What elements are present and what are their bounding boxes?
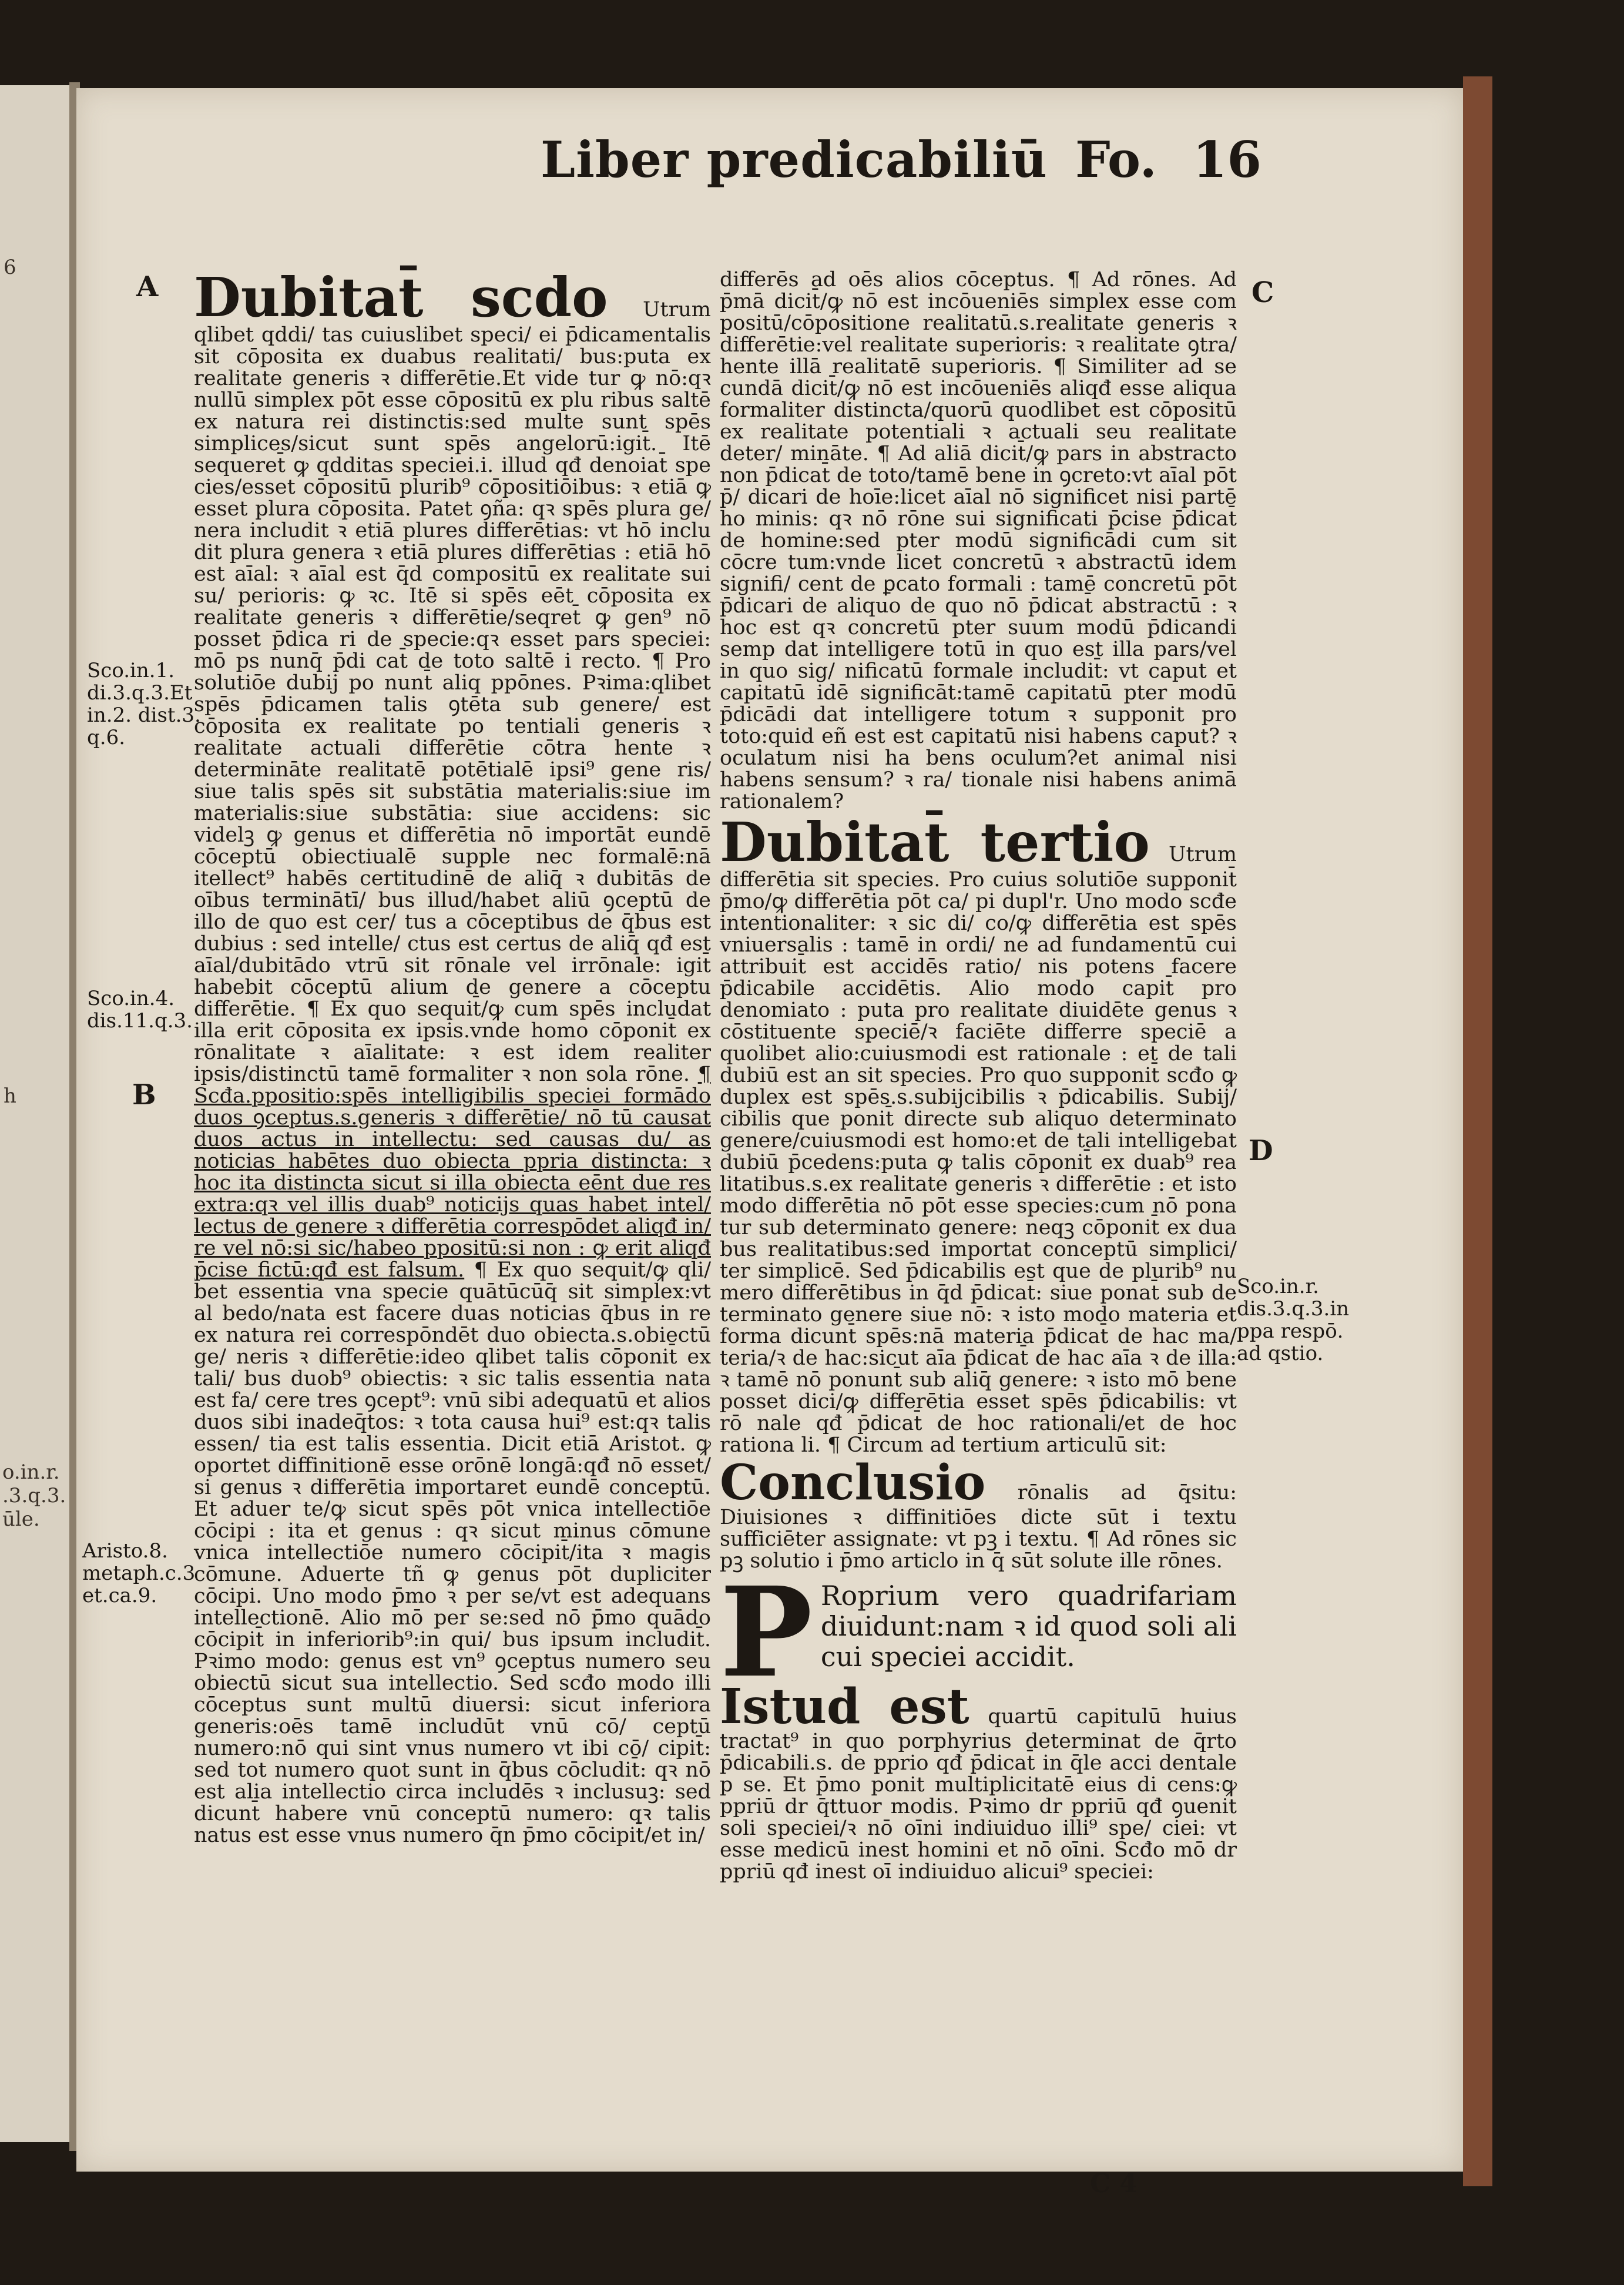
margin-mark-a: A bbox=[136, 270, 159, 303]
paragraph-text: Utrum differētia sit species. Pro cuius solutiōe supponit̄ p̄mo/ꝙ differētia pōt ca/ pi dupl'r. Uno modo scđe intentionaliter: ꝛ sic di/ co/ꝙ differētia est spēs vniuersalis : tamē in ordi/ ne ad fundamentū cui attribuit̄ est accidēs ratio/ nis potens facere p̄dicabile accidētis. Alio modo capit̄ pro denomiato : puta pro realitate diuidēte genus ꝛ cōstituente speciē/ꝛ faciēte differre speciē a quolibet alio:cuiusmodi est rationale : et de tali dubiū est an sit species. Pro quo supponit̄ scđo ꝙ duplex est spēs.s.subijcibilis ꝛ p̄dicabilis. Subij/ cibilis que ponit̄ directe sub aliquo determinato genere/cuiusmodi est homo:et de tali intelligebat dubiū p̄cedens:puta ꝙ talis cōponit̄ ex duab⁹ rea litatibus.s.ex realitate generis ꝛ differētie : et isto modo differētia nō pōt esse species:cum nō pona tur sub determinato genere: neqꝫ cōponit̄ ex dua bus realitatibus:sed importat conceptū simplici/ ter simplicē. Sed p̄dicabilis est que de plurib⁹ nu mero differētibus in q̄d p̄dicat̄: siue ponat̄ sub de terminato genere siue nō: ꝛ isto modo materia et forma dicunt̄ spēs:nā materia p̄dicat̄ de hac ma/ teria/ꝛ de hac:sicut aīa p̄dicat̄ de hac aīa ꝛ de illa: ꝛ tamē nō ponunt̄ sub aliq̄ genere: ꝛ isto mō bene posset dici/ꝙ differētia esset spēs p̄dicabilis: vt rō nale qđ p̄dicat̄ de hoc rationali/et de hoc rationa li. ¶ Circum ad tertium articulū sit: bbox=[720, 843, 1237, 1457]
margin-mark-c: C bbox=[1251, 276, 1274, 309]
text-column-right bbox=[720, 269, 1237, 1883]
marginal-note-scotus-right: Sco.in.r. dis.3.q.3.in ppa respō. ad qstio. bbox=[1237, 1275, 1350, 1365]
dubitatur-secundo-heading: Dubitat̄ scdo bbox=[194, 266, 608, 329]
marginal-note-scotus-1: Sco.in.1. di.3.q.3.Et in.2. dist.3. q.6. bbox=[87, 659, 201, 749]
paragraph-text: ¶ Scđa.ppositio:spēs intelligibilis speciei formādo duos ꝯceptus.s.generis ꝛ differētie/ nō tū causat duos actus in intellectu: sed causas du/ as noticias habētes duo obiecta ppria distincta: ꝛ hoc ita distincta sicut si illa obiecta eēnt due res extra:qꝛ vel illis duab⁹ noticijs quas habet intel/ lectus de genere ꝛ differētia correspōdet aliqđ in/ re vel nō:si sic/habeo ppositū:si non : ꝙ erit aliqđ p̄cise fictū:qđ est falsum. bbox=[194, 1063, 711, 1282]
left-page-edge bbox=[0, 85, 72, 2142]
left-page-fragment: h bbox=[4, 1084, 16, 1108]
running-header bbox=[517, 130, 1340, 195]
left-page-fragment: 6 bbox=[4, 256, 16, 279]
margin-mark-b: B bbox=[132, 1078, 156, 1111]
proprium-text: Roprium vero quadrifariam diuidunt:nam ꝛ id quod soli ali cui speciei accidit. bbox=[820, 1580, 1237, 1673]
drop-cap-p: P bbox=[720, 1560, 813, 1705]
paragraph bbox=[720, 269, 1237, 813]
dubitatur-tertio-heading: Dubitat̄ tertio bbox=[720, 810, 1150, 874]
margin-mark-d: D bbox=[1249, 1134, 1273, 1167]
folio-number: 16 bbox=[1193, 130, 1261, 189]
paragraph bbox=[194, 266, 711, 1847]
conclusio-heading: Conclusio bbox=[720, 1455, 986, 1511]
marginal-note-aristotle: Aristo.8. metaph.c.3 et.ca.9. bbox=[82, 1539, 196, 1607]
paragraph-text: Utrum qlibet qddi/ tas cuiuslibet speci/ ei p̄dicamentalis sit cōposita ex duabus realitati/ bus:puta ex realitate generis ꝛ differētie.Et vide tur ꝙ nō:qꝛ nullū simplex pōt esse cōpositū ex plu ribus saltē ex natura rei distinctis:sed multe sunt spēs simplices/sicut sunt spēs angelorū:igit̄. Itē sequeret̄ ꝙ qdditas speciei.i. illud qđ denoiat̄ spe cies/esset cōpositū plurib⁹ cōpositiōibus: ꝛ etiā ꝙ esset plura cōposita. Patet ꝯña: qꝛ spēs plura ge/ nera includit ꝛ etiā plures differētias: vt hō inclu dit plura genera ꝛ etiā plures differētias : etiā hō est aīal: ꝛ aīal est q̄d compositū ex realitate sui su/ perioris: ꝙ ꝛc. Itē si spēs eēt cōposita ex realitate generis ꝛ differētie/seqret̄ ꝙ gen⁹ nō posset p̄dica ri de specie:qꝛ esset pars speciei: mō ps nunq̄ p̄di cat̄ de toto saltē i recto. bbox=[194, 298, 711, 673]
paragraph-text: rōnalis ad q̄situ: Diuisiones ꝛ diffinitiōes dicte sūt i textu sufficiēter assignate: vt pꝫ i textu. ¶ Ad rōnes sic pꝫ solutio i p̄mo articlo in q̄ sūt solute ille rōnes. bbox=[720, 1481, 1237, 1573]
paragraph bbox=[720, 1455, 1237, 1573]
left-page-fragment: .3.q.3. bbox=[2, 1484, 66, 1507]
paragraph-text: ¶ Ex quo sequit̄/ꝙ qli/ bet essentia vna specie quātūcūq̄ sit simplex:vt al bedo/nata est facere duas noticias q̄bus in re ex natura rei correspōndēt duo obiecta.s.obiectū ge/ neris ꝛ differētie:ideo qlibet talis cōponit̄ ex tali/ bus duob⁹ obiectis: ꝛ sic talis essentia nata est fa/ cere tres ꝯcept⁹: vnū sibi adequatū et alios duos sibi inadeq̄tos: ꝛ tota causa hui⁹ est:qꝛ talis essen/ tia est talis essentia. Dicit etiā Aristot. ꝙ oportet diffinitionē esse orōnē longā:qđ nō esset/ si genus ꝛ differētia importaret eundē conceptū. bbox=[194, 1258, 711, 1499]
paragraph-text: Et aduer te/ꝙ sicut spēs pōt vnica intellectiōe cōcipi : ita et genus : qꝛ sicut minus cōmune vnica intellectiōe numero cōcipit̄/ita ꝛ magis cōmune. Aduerte tñ ꝙ genus pōt dupliciter cōcipi. Uno modo p̄mo ꝛ per se/vt est adequans intellectionē. Alio mō per se:sed nō p̄mo quādo cōcipit̄ in inferiorib⁹:in qui/ bus ipsum includit̄. Pꝛimo modo: genus est vn⁹ ꝯceptus numero seu obiectū sicut sua intellectio. Sed scđo modo illi cōceptus sunt multū diuersi: sicut inferiora generis:oēs tamē includūt vnū cō/ ceptū numero:nō qui sint vnus numero vt ibi cō/ cipit̄: sed tot numero quot sunt in q̄bus cōcludit̄: qꝛ nō est alia intellectio circa includēs ꝛ inclusuꝫ: sed dicunt̄ habere vnū conceptū numero: qꝛ talis natus est esse vnus numero q̄n p̄mo cōcipit̄/et in/ bbox=[194, 1497, 711, 1847]
text-column-left bbox=[194, 266, 711, 1847]
paragraph bbox=[720, 1678, 1237, 1884]
paragraph-text: ¶ Pro solutiōe dubij po nunt̄ aliq ppōnes. Pꝛima:qlibet spēs p̄dicamen talis ꝯtēta sub genere/ est cōposita ex realitate po tentiali generis ꝛ realitate actuali differētie cōtra hente ꝛ determināte realitatē potētialē ipsi⁹ gene ris/ siue talis spēs sit substātia materialis:siue im materialis:siue substātia: siue accidens: sic videlꝫ ꝙ genus et differētia nō importāt eundē cōceptū obiectiualē supple nec formalē:nā itellect⁹ habēs certitudinē de aliq̄ ꝛ dubitās de oībus terminātī/ bus illud/habet aliū ꝯceptū de illo de quo est cer/ tus a cōceptibus de q̄bus est dubius : sed intelle/ ctus est certus de aliq̄ qđ est aīal/dubitādo vtrū sit rōnale vel irrōnale: igit̄ habebit cōceptū alium de genere a cōceptu differētie. bbox=[194, 649, 711, 1021]
istud-est-heading: Istud est bbox=[720, 1678, 969, 1735]
left-page-fragment: ūle. bbox=[2, 1507, 40, 1531]
signature-mark: C 4 bbox=[1090, 2169, 1138, 2199]
left-page-fragment: o.in.r. bbox=[2, 1460, 60, 1484]
paragraph-text: differēs ad oēs alios cōceptus. ¶ Ad rōnes. Ad p̄mā dicit̄/ꝙ nō est incōueniēs simplex esse com positū/cōpositione realitatū.s.realitate generis ꝛ differētie:vel realitate superioris: ꝛ realitate ꝯtra/ hente illā realitatē superioris. ¶ Similiter ad se cundā dicit̄/ꝙ nō est incōueniēs aliqđ esse aliqua formaliter distincta/quorū quodlibet est cōpositū ex realitate potentiali ꝛ actuali seu realitate deter/ mināte. ¶ Ad aliā dicit̄/ꝙ pars in abstracto non p̄dicat̄ de toto/tamē bene in ꝯcreto:vt aīal pōt p̄/ dicari de hoīe:licet aīal nō significet nisi partē ho minis: qꝛ nō rōne sui significati p̄cise p̄dicat̄ de homine:sed pter modū significādi cum sit cōcre tum:vnde licet concretū ꝛ abstractū idem signifi/ cent de ꝑcato formali : tamē concretū pōt p̄dicari de aliquo de quo nō p̄dicat̄ abstractū : ꝛ hoc est qꝛ concretū pter suum modū p̄dicandi semp dat intelligere totū in quo est illa pars/vel in quo sig/ nificatū formale includit̄: vt caput et capitatū idē significāt:tamē capitatū pter modū p̄dicādi dat intelligere totum ꝛ supponit pro toto:quid eñ est est capitatū nisi habens caput? ꝛ oculatum nisi ha bens oculum?et animal nisi habens sensum? ꝛ ra/ tionale nisi habens animā rationalem? bbox=[720, 268, 1237, 813]
paragraph bbox=[720, 810, 1237, 1457]
paragraph-text: quartū capitulū huius tractat⁹ in quo porphyrius determinat de q̄rto p̄dicabili.s. de pprio qđ p̄dicat̄ in q̄le acci dentale p se. Et p̄mo ponit multiplicitatē eius di cens:ꝙ ppriū dr q̄ttuor modis. Pꝛimo dr ppriū qđ ꝯuenit soli speciei/ꝛ nō oīni indiuiduo illi⁹ spe/ ciei: vt esse medicū inest homini et nō oīni. Scđo mō dr ppriū qđ inest oī indiuiduo alicui⁹ speciei: bbox=[720, 1705, 1237, 1884]
paragraph bbox=[720, 1560, 1237, 1705]
running-title: Liber predicabiliū bbox=[541, 130, 1048, 189]
cover-edge bbox=[1463, 76, 1492, 2186]
paragraph-text: ¶ Ex quo sequit̄/ꝙ cum spēs includat illa erit cōposita ex ipsis.vnde homo cōponit̄ ex rōnalitate ꝛ aīalitate: ꝛ est idem realiter ipsis/distinctū tamē formaliter ꝛ non sola rōne. bbox=[194, 997, 711, 1086]
marginal-note-scotus-2: Sco.in.4. dis.11.q.3. bbox=[87, 987, 193, 1033]
folio-label: Fo. bbox=[1075, 130, 1157, 189]
